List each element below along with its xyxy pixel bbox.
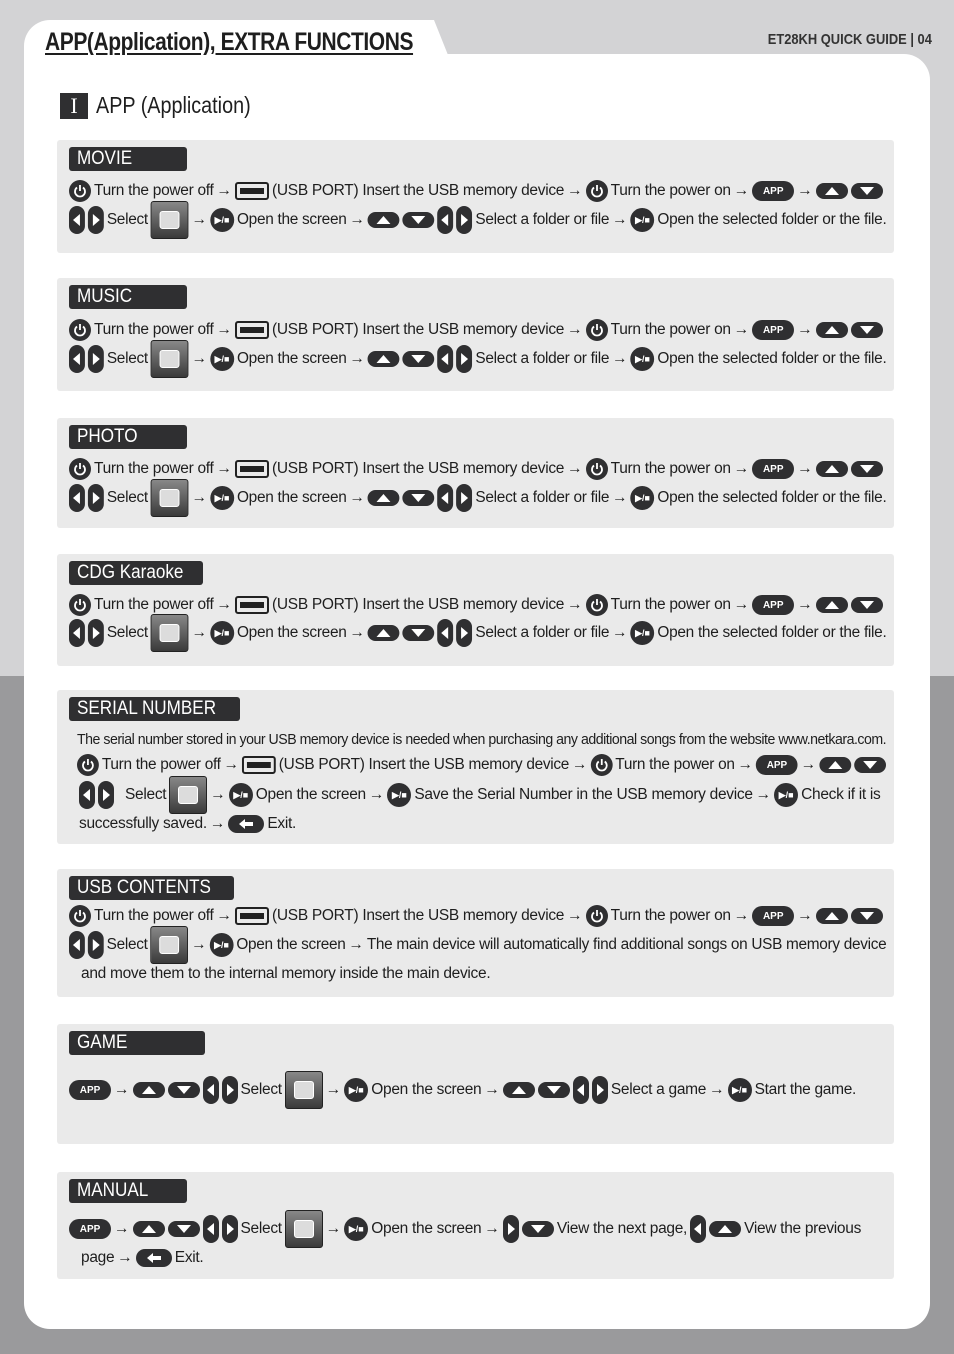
- music-line-1: Turn the power off → (USB PORT) Insert the USB memory device → Turn the power on → APP →: [69, 316, 886, 344]
- play-stop-icon: ▶/■: [631, 347, 655, 371]
- left-icon: [438, 619, 454, 647]
- movie-box: [57, 140, 894, 253]
- right-icon: [592, 1076, 608, 1104]
- app-button-icon: APP: [752, 595, 794, 615]
- left-icon: [203, 1076, 219, 1104]
- up-icon: [819, 757, 851, 773]
- usb-contents-box: [57, 869, 894, 997]
- left-icon: [69, 619, 85, 647]
- serial-number-box: [57, 690, 894, 844]
- cdg-karaoke-app-icon: [151, 614, 189, 652]
- usb-port-icon: [235, 182, 269, 200]
- usb-contents-label: USB CONTENTS: [69, 876, 234, 900]
- manual-box: [57, 1172, 894, 1279]
- up-icon: [368, 351, 400, 367]
- back-icon: [136, 1249, 172, 1267]
- serial-number-label: SERIAL NUMBER: [69, 697, 240, 721]
- down-icon: [854, 757, 886, 773]
- game-app-icon: [285, 1071, 323, 1109]
- down-icon: [522, 1221, 554, 1237]
- cdg-line-2: Select → ▶/■ Open the screen → Select a folder or file → ▶/■ Open the selected folder or the file.: [69, 619, 882, 647]
- left-icon: [69, 206, 85, 234]
- down-icon: [168, 1082, 200, 1098]
- serial-number-app-icon: [169, 776, 207, 814]
- down-icon: [403, 212, 435, 228]
- section-title: APP (Application): [96, 92, 251, 118]
- left-icon: [690, 1215, 706, 1243]
- power-icon: [586, 458, 608, 480]
- movie-line-2: Select → ▶/■ Open the screen → Select a folder or file → ▶/■ Open the selected folder or the file.: [69, 206, 882, 234]
- left-icon: [69, 484, 85, 512]
- movie-line-1: Turn the power off → (USB PORT) Insert the USB memory device → Turn the power on → APP →: [69, 177, 886, 205]
- play-stop-icon: ▶/■: [344, 1078, 368, 1102]
- right-icon: [98, 781, 114, 809]
- down-icon: [403, 625, 435, 641]
- power-icon: [590, 754, 612, 776]
- left-icon: [203, 1215, 219, 1243]
- down-icon: [403, 351, 435, 367]
- serial-line-2: Select → ▶/■ Open the screen → ▶/■ Save the Serial Number in the USB memory device → ▶/■ Check if it is: [79, 781, 886, 809]
- play-stop-icon: ▶/■: [210, 933, 234, 957]
- usb-line-2: Select → ▶/■ Open the screen → The main device will automatically find additional songs on USB memory device: [69, 931, 879, 959]
- music-box: [57, 278, 894, 391]
- play-stop-icon: ▶/■: [344, 1217, 368, 1241]
- section-heading: [60, 92, 276, 119]
- game-line-1: APP → Select → ▶/■ Open the screen → Select a game → ▶/■ Start the game.: [69, 1076, 886, 1104]
- usb-contents-app-icon: [151, 926, 189, 964]
- down-icon: [403, 490, 435, 506]
- game-label: GAME: [69, 1031, 205, 1055]
- up-icon: [133, 1082, 165, 1098]
- up-icon: [133, 1221, 165, 1237]
- play-stop-icon: ▶/■: [631, 621, 655, 645]
- power-icon: [69, 180, 91, 202]
- play-stop-icon: ▶/■: [387, 783, 411, 807]
- right-icon: [88, 206, 104, 234]
- manual-line-2: page → Exit.: [81, 1249, 204, 1266]
- play-stop-icon: ▶/■: [728, 1078, 752, 1102]
- page-title: APP(Application), EXTRA FUNCTIONS: [45, 28, 414, 56]
- photo-app-icon: [151, 479, 189, 517]
- cdg-label: CDG Karaoke: [69, 561, 203, 585]
- right-icon: [222, 1215, 238, 1243]
- cdg-box: [57, 554, 894, 666]
- up-icon: [816, 908, 848, 924]
- power-icon: [586, 594, 608, 616]
- manual-label: MANUAL: [69, 1179, 187, 1203]
- app-button-icon: APP: [69, 1080, 111, 1100]
- play-stop-icon: ▶/■: [229, 783, 253, 807]
- game-box: [57, 1024, 894, 1144]
- serial-desc: The serial number stored in your USB memory device is needed when purchasing any additional songs from the website www.netkara.com.: [77, 732, 887, 748]
- serial-line-3: successfully saved. → Exit.: [79, 815, 296, 832]
- down-icon: [851, 183, 883, 199]
- right-icon: [88, 619, 104, 647]
- music-line-2: Select → ▶/■ Open the screen → Select a folder or file → ▶/■ Open the selected folder or the file.: [69, 345, 882, 373]
- usb-port-icon: [235, 907, 269, 925]
- play-stop-icon: ▶/■: [631, 208, 655, 232]
- back-icon: [228, 815, 264, 833]
- power-icon: [69, 458, 91, 480]
- manual-app-icon: [285, 1210, 323, 1248]
- right-icon: [456, 484, 472, 512]
- app-button-icon: APP: [752, 320, 794, 340]
- play-stop-icon: ▶/■: [631, 486, 655, 510]
- music-app-icon: [151, 340, 189, 378]
- left-icon: [438, 345, 454, 373]
- usb-port-icon: [235, 460, 269, 478]
- up-icon: [503, 1082, 535, 1098]
- right-icon: [503, 1215, 519, 1243]
- usb-line-3: and move them to the internal memory inside the main device.: [81, 965, 491, 982]
- up-icon: [368, 212, 400, 228]
- play-stop-icon: ▶/■: [774, 783, 798, 807]
- music-label: MUSIC: [69, 285, 187, 309]
- left-icon: [79, 781, 95, 809]
- power-icon: [69, 319, 91, 341]
- power-icon: [69, 905, 91, 927]
- usb-line-1: Turn the power off → (USB PORT) Insert the USB memory device → Turn the power on → APP →: [69, 902, 886, 930]
- right-icon: [456, 206, 472, 234]
- manual-line-1: APP → Select → ▶/■ Open the screen → View the next page, View the previous: [69, 1215, 886, 1243]
- left-icon: [69, 345, 85, 373]
- power-icon: [586, 319, 608, 341]
- photo-line-2: Select → ▶/■ Open the screen → Select a folder or file → ▶/■ Open the selected folder or the file.: [69, 484, 882, 512]
- right-icon: [88, 931, 104, 959]
- down-icon: [851, 908, 883, 924]
- photo-label: PHOTO: [69, 425, 187, 449]
- app-button-icon: APP: [752, 906, 794, 926]
- cdg-line-1: Turn the power off → (USB PORT) Insert the USB memory device → Turn the power on → APP →: [69, 591, 886, 619]
- play-stop-icon: ▶/■: [210, 208, 234, 232]
- movie-label: MOVIE: [69, 147, 187, 171]
- down-icon: [538, 1082, 570, 1098]
- down-icon: [851, 597, 883, 613]
- usb-port-icon: [242, 756, 276, 774]
- down-icon: [168, 1221, 200, 1237]
- photo-box: [57, 418, 894, 528]
- section-number-badge: I: [60, 93, 88, 119]
- play-stop-icon: ▶/■: [210, 486, 234, 510]
- up-icon: [816, 461, 848, 477]
- right-icon: [456, 619, 472, 647]
- power-icon: [586, 905, 608, 927]
- right-icon: [222, 1076, 238, 1104]
- left-icon: [438, 206, 454, 234]
- left-icon: [69, 931, 85, 959]
- app-button-icon: APP: [752, 459, 794, 479]
- usb-port-icon: [235, 321, 269, 339]
- up-icon: [709, 1221, 741, 1237]
- up-icon: [816, 322, 848, 338]
- power-icon: [77, 754, 99, 776]
- photo-line-1: Turn the power off → (USB PORT) Insert the USB memory device → Turn the power on → APP →: [69, 455, 886, 483]
- power-icon: [586, 180, 608, 202]
- down-icon: [851, 461, 883, 477]
- power-icon: [69, 594, 91, 616]
- serial-line-1: Turn the power off → (USB PORT) Insert the USB memory device → Turn the power on → APP →: [77, 751, 881, 779]
- left-icon: [573, 1076, 589, 1104]
- right-icon: [88, 484, 104, 512]
- play-stop-icon: ▶/■: [210, 621, 234, 645]
- app-button-icon: APP: [756, 755, 798, 775]
- up-icon: [816, 183, 848, 199]
- guide-label: ET28KH QUICK GUIDE | 04: [767, 31, 932, 48]
- up-icon: [368, 490, 400, 506]
- right-icon: [456, 345, 472, 373]
- right-icon: [88, 345, 104, 373]
- up-icon: [816, 597, 848, 613]
- movie-app-icon: [151, 201, 189, 239]
- left-icon: [438, 484, 454, 512]
- down-icon: [851, 322, 883, 338]
- app-button-icon: APP: [69, 1219, 111, 1239]
- play-stop-icon: ▶/■: [210, 347, 234, 371]
- usb-port-icon: [235, 596, 269, 614]
- up-icon: [368, 625, 400, 641]
- app-button-icon: APP: [752, 181, 794, 201]
